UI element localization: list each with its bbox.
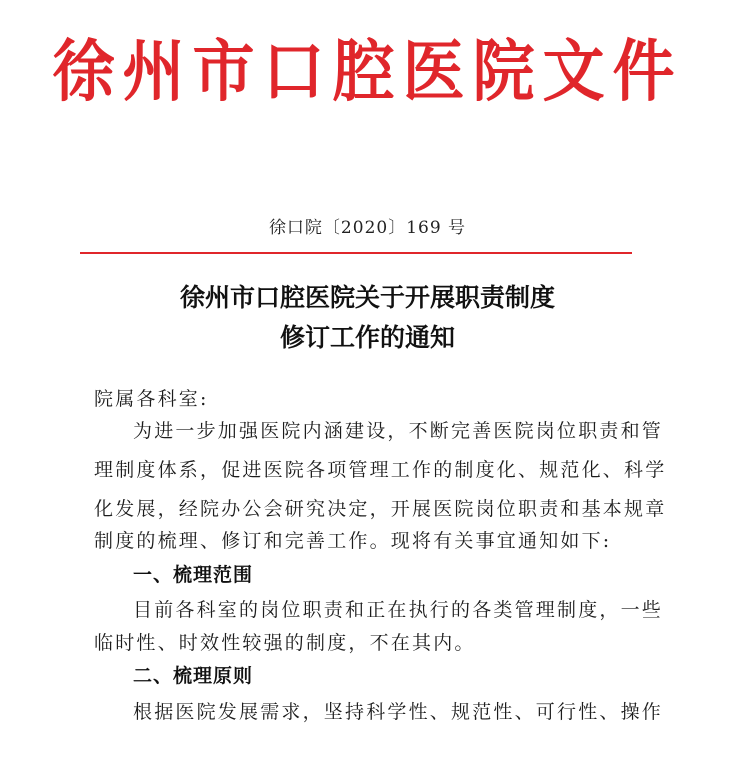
body-line: 根据医院发展需求，坚持科学性、规范性、可行性、操作 (133, 701, 664, 723)
body-line: 理制度体系，促进医院各项管理工作的制度化、规范化、科学 (94, 459, 667, 481)
notice-title-line-2: 修订工作的通知 (279, 323, 455, 352)
section-heading-scope: 一、梳理范围 (133, 564, 254, 586)
notice-title-line-1: 徐州市口腔医院关于开展职责制度 (179, 283, 555, 312)
section-heading-principles: 二、梳理原则 (133, 665, 254, 687)
document-number: 徐口院〔2020〕169 号 (268, 218, 467, 238)
org-header-title: 徐州市口腔医院文件 (52, 32, 683, 111)
red-divider-line (80, 252, 632, 254)
salutation: 院属各科室: (94, 388, 209, 410)
body-line: 目前各科室的岗位职责和正在执行的各类管理制度，一些 (133, 599, 664, 621)
body-line: 制度的梳理、修订和完善工作。现将有关事宜通知如下: (94, 530, 612, 552)
body-line: 化发展，经院办公会研究决定，开展医院岗位职责和基本规章 (94, 498, 667, 520)
body-line: 临时性、时效性较强的制度，不在其内。 (94, 632, 476, 654)
body-line: 为进一步加强医院内涵建设，不断完善医院岗位职责和管 (133, 420, 664, 442)
